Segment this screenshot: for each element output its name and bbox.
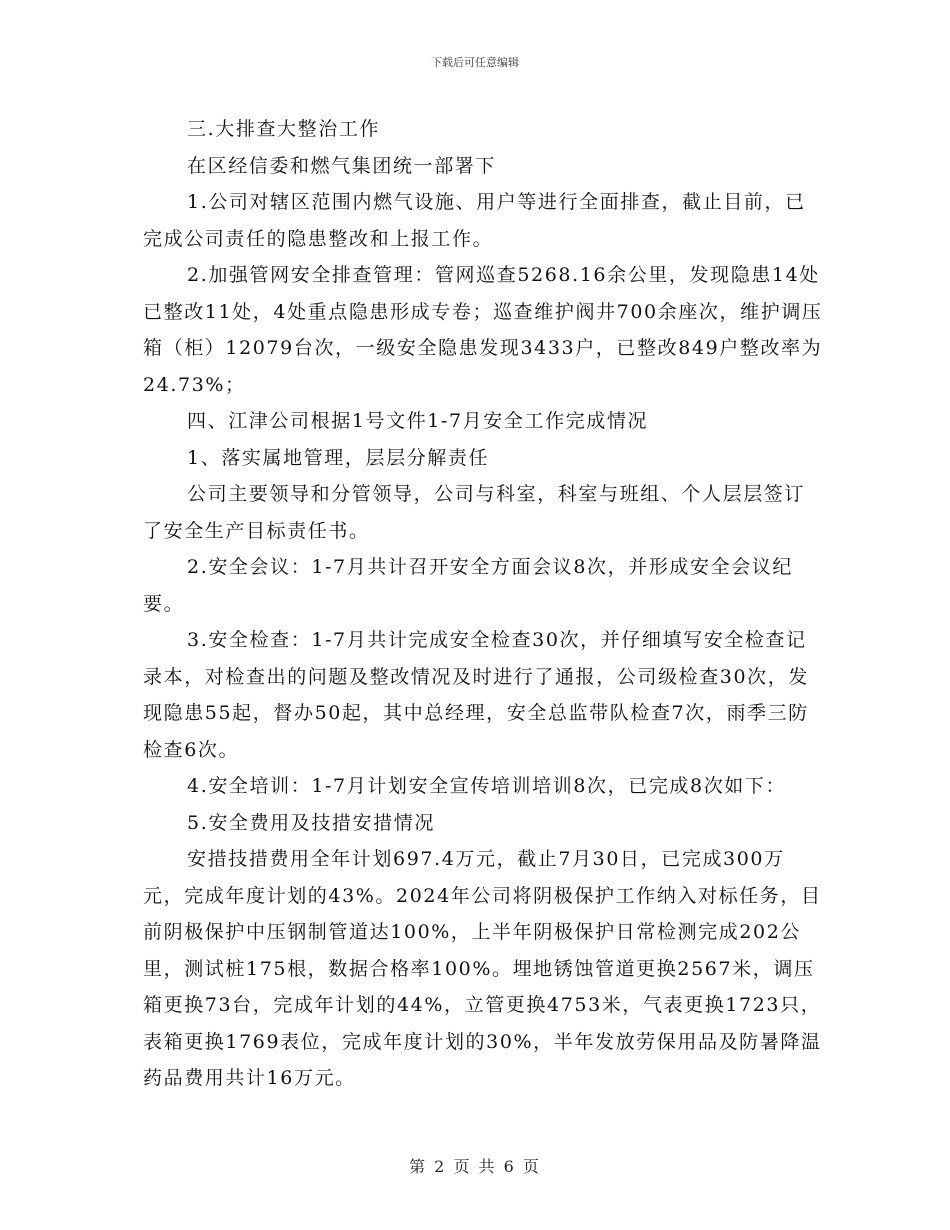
paragraph: 2.加强管网安全排查管理：管网巡查5268.16余公里，发现隐患14处已整改11处，4处重点隐患形成专卷；巡查维护阀井700余座次，维护调压箱（柜）12079台次，一级安全隐患发现3433户，已整改849户整改率为24.73%； bbox=[143, 264, 823, 396]
subheading: 5.安全费用及技措安措情况 bbox=[187, 811, 435, 834]
paragraph: 2.安全会议：1-7月共计召开安全方面会议8次，并形成安全会议纪要。 bbox=[143, 556, 794, 615]
page-header: 下载后可任意编辑 bbox=[431, 56, 519, 69]
subheading: 1、落实属地管理，层层分解责任 bbox=[187, 446, 490, 469]
paragraph: 1.公司对辖区范围内燃气设施、用户等进行全面排查，截止目前，已完成公司责任的隐患整改和上报工作。 bbox=[143, 191, 806, 250]
paragraph: 3.安全检查：1-7月共计完成安全检查30次，并仔细填写安全检查记录本，对检查出的问题及整改情况及时进行了通报，公司级检查30次，发现隐患55起，督办50起，其中总经理，安全总监带队检查7次，雨季三防检查6次。 bbox=[143, 629, 809, 761]
section-heading-3: 三.大排查大整治工作 bbox=[187, 118, 381, 140]
document-body bbox=[143, 111, 823, 1097]
section-heading-4: 四、江津公司根据1号文件1-7月安全工作完成情况 bbox=[187, 410, 649, 432]
paragraph: 在区经信委和燃气集团统一部署下 bbox=[187, 154, 497, 177]
page-footer: 第 2 页 共 6 页 bbox=[409, 1157, 541, 1176]
paragraph: 公司主要领导和分管领导，公司与科室，科室与班组、个人层层签订了安全生产目标责任书。 bbox=[143, 483, 806, 542]
paragraph: 4.安全培训：1-7月计划安全宣传培训培训8次，已完成8次如下： bbox=[187, 775, 787, 797]
paragraph: 安措技措费用全年计划697.4万元，截止7月30日，已完成300万元，完成年度计划的43%。2024年公司将阴极保护工作纳入对标任务，目前阴极保护中压钢制管道达100%，上半年阴极保护日常检测完成202公里，测试桩175根，数据合格率100%。埋地锈蚀管道更换2567米，调压箱更换73台，完成年计划的44%，立管更换4753米，气表更换1723只，表箱更换1769表位，完成年度计划的30%，半年发放劳保用品及防暑降温药品费用共计16万元。 bbox=[143, 848, 822, 1089]
